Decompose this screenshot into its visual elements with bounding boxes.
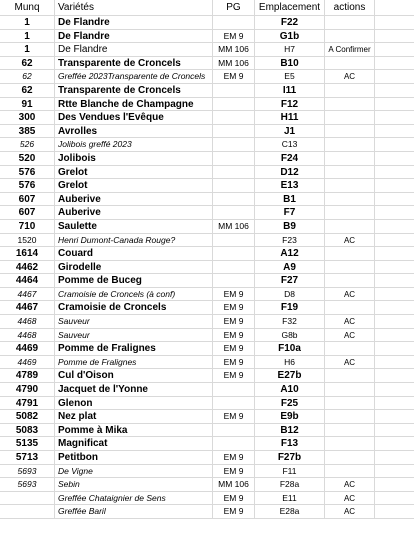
action-cell[interactable]	[325, 301, 375, 314]
pg-cell[interactable]	[213, 274, 255, 287]
location-cell[interactable]: F28a	[255, 478, 325, 491]
table-row	[0, 424, 414, 438]
table-row	[0, 43, 414, 57]
variety-cell[interactable]: Transparente de Croncels	[55, 57, 213, 70]
munq-cell[interactable]: 4462	[0, 261, 55, 274]
table-row	[0, 166, 414, 180]
pg-cell[interactable]	[213, 193, 255, 206]
table-row	[0, 465, 414, 479]
variety-cell[interactable]: Girodelle	[55, 261, 213, 274]
variety-cell[interactable]: Auberive	[55, 193, 213, 206]
empty-cell[interactable]	[375, 166, 414, 179]
empty-cell[interactable]	[375, 505, 414, 518]
table-row	[0, 383, 414, 397]
header-variety[interactable]: Variétés	[55, 0, 213, 15]
munq-cell[interactable]: 385	[0, 125, 55, 138]
munq-cell[interactable]: 91	[0, 98, 55, 111]
location-cell[interactable]: A9	[255, 261, 325, 274]
action-cell[interactable]: AC	[325, 492, 375, 505]
table-row	[0, 369, 414, 383]
munq-cell[interactable]: 4467	[0, 301, 55, 314]
variety-cell[interactable]: Sebin	[55, 478, 213, 491]
munq-cell[interactable]: 5082	[0, 410, 55, 423]
empty-cell[interactable]	[375, 152, 414, 165]
variety-cell[interactable]: Auberive	[55, 206, 213, 219]
pg-cell[interactable]	[213, 261, 255, 274]
empty-cell[interactable]	[375, 329, 414, 342]
empty-cell[interactable]	[375, 369, 414, 382]
table-body	[0, 16, 414, 519]
variety-cell[interactable]: Grelot	[55, 179, 213, 192]
variety-cell[interactable]: Transparente de Croncels	[55, 84, 213, 97]
pg-cell[interactable]: MM 106	[213, 57, 255, 70]
table-row	[0, 138, 414, 152]
action-cell[interactable]	[325, 16, 375, 29]
munq-cell[interactable]	[0, 492, 55, 505]
pg-cell[interactable]: EM 9	[213, 342, 255, 355]
location-cell[interactable]: G8b	[255, 329, 325, 342]
variety-cell[interactable]: Cramoisie de Croncels (à conf)	[55, 288, 213, 301]
pg-cell[interactable]: EM 9	[213, 288, 255, 301]
location-cell[interactable]: D8	[255, 288, 325, 301]
empty-cell[interactable]	[375, 492, 414, 505]
location-cell[interactable]: F25	[255, 397, 325, 410]
munq-cell[interactable]: 1	[0, 43, 55, 56]
empty-cell[interactable]	[375, 234, 414, 247]
pg-cell[interactable]	[213, 247, 255, 260]
action-cell[interactable]: AC	[325, 234, 375, 247]
location-cell[interactable]: E13	[255, 179, 325, 192]
location-cell[interactable]: F22	[255, 16, 325, 29]
header-pg[interactable]: PG	[213, 0, 255, 15]
empty-cell[interactable]	[375, 43, 414, 56]
action-cell[interactable]: AC	[325, 315, 375, 328]
variety-cell[interactable]: Couard	[55, 247, 213, 260]
munq-cell[interactable]: 4469	[0, 356, 55, 369]
variety-cell[interactable]: Pomme de Fralignes	[55, 342, 213, 355]
pg-cell[interactable]	[213, 206, 255, 219]
table-row	[0, 301, 414, 315]
pg-cell[interactable]	[213, 16, 255, 29]
table-row	[0, 16, 414, 30]
pg-cell[interactable]: EM 9	[213, 369, 255, 382]
munq-cell[interactable]: 607	[0, 206, 55, 219]
table-row	[0, 410, 414, 424]
header-location[interactable]: Emplacement	[255, 0, 325, 15]
munq-cell[interactable]: 62	[0, 70, 55, 83]
munq-cell[interactable]: 5693	[0, 465, 55, 478]
empty-cell[interactable]	[375, 206, 414, 219]
munq-cell[interactable]: 1614	[0, 247, 55, 260]
table-row	[0, 356, 414, 370]
table-row	[0, 70, 414, 84]
location-cell[interactable]: F32	[255, 315, 325, 328]
action-cell[interactable]	[325, 247, 375, 260]
table-row	[0, 220, 414, 234]
pg-cell[interactable]: MM 106	[213, 43, 255, 56]
variety-cell[interactable]: Des Vendues l'Evêque	[55, 111, 213, 124]
variety-cell[interactable]: Nez plat	[55, 410, 213, 423]
munq-cell[interactable]: 5083	[0, 424, 55, 437]
pg-cell[interactable]: EM 9	[213, 315, 255, 328]
action-cell[interactable]	[325, 465, 375, 478]
table-row	[0, 193, 414, 207]
table-row	[0, 397, 414, 411]
action-cell[interactable]	[325, 125, 375, 138]
pg-cell[interactable]: EM 9	[213, 30, 255, 43]
location-cell[interactable]: E27b	[255, 369, 325, 382]
action-cell[interactable]: AC	[325, 329, 375, 342]
table-row	[0, 342, 414, 356]
variety-cell[interactable]: Pomme à Mika	[55, 424, 213, 437]
pg-cell[interactable]: EM 9	[213, 356, 255, 369]
empty-cell[interactable]	[375, 315, 414, 328]
pg-cell[interactable]: EM 9	[213, 465, 255, 478]
action-cell[interactable]	[325, 206, 375, 219]
location-cell[interactable]: B1	[255, 193, 325, 206]
action-cell[interactable]: AC	[325, 288, 375, 301]
location-cell[interactable]: F23	[255, 234, 325, 247]
pg-cell[interactable]	[213, 138, 255, 151]
empty-cell[interactable]	[375, 301, 414, 314]
variety-cell[interactable]: Pomme de Fralignes	[55, 356, 213, 369]
munq-cell[interactable]: 1	[0, 30, 55, 43]
action-cell[interactable]	[325, 342, 375, 355]
variety-cell[interactable]: Jolibois greffé 2023	[55, 138, 213, 151]
table-row	[0, 288, 414, 302]
empty-cell[interactable]	[375, 30, 414, 43]
munq-cell[interactable]: 4791	[0, 397, 55, 410]
pg-cell[interactable]: EM 9	[213, 70, 255, 83]
empty-cell[interactable]	[375, 16, 414, 29]
pg-cell[interactable]	[213, 111, 255, 124]
location-cell[interactable]: H6	[255, 356, 325, 369]
variety-cell[interactable]: Avrolles	[55, 125, 213, 138]
table-row	[0, 84, 414, 98]
empty-cell[interactable]	[375, 274, 414, 287]
action-cell[interactable]	[325, 30, 375, 43]
pg-cell[interactable]	[213, 234, 255, 247]
empty-cell[interactable]	[375, 84, 414, 97]
variety-cell[interactable]: Pomme de Buceg	[55, 274, 213, 287]
table-row	[0, 261, 414, 275]
action-cell[interactable]	[325, 261, 375, 274]
empty-cell[interactable]	[375, 478, 414, 491]
empty-cell[interactable]	[375, 261, 414, 274]
action-cell[interactable]	[325, 138, 375, 151]
action-cell[interactable]	[325, 111, 375, 124]
location-cell[interactable]: I11	[255, 84, 325, 97]
pg-cell[interactable]	[213, 152, 255, 165]
location-cell[interactable]: G1b	[255, 30, 325, 43]
pg-cell[interactable]	[213, 383, 255, 396]
munq-cell[interactable]: 1	[0, 16, 55, 29]
variety-cell[interactable]: Greffée Chataignier de Sens	[55, 492, 213, 505]
action-cell[interactable]	[325, 451, 375, 464]
pg-cell[interactable]: MM 106	[213, 478, 255, 491]
table-row	[0, 125, 414, 139]
action-cell[interactable]	[325, 57, 375, 70]
action-cell[interactable]	[325, 152, 375, 165]
empty-cell[interactable]	[375, 342, 414, 355]
munq-cell[interactable]: 5713	[0, 451, 55, 464]
empty-cell[interactable]	[375, 125, 414, 138]
location-cell[interactable]: J1	[255, 125, 325, 138]
munq-cell[interactable]: 710	[0, 220, 55, 233]
table-row	[0, 315, 414, 329]
munq-cell[interactable]: 4790	[0, 383, 55, 396]
action-cell[interactable]: AC	[325, 505, 375, 518]
munq-cell[interactable]: 526	[0, 138, 55, 151]
location-cell[interactable]: B9	[255, 220, 325, 233]
table-row	[0, 30, 414, 44]
empty-cell[interactable]	[375, 57, 414, 70]
pg-cell[interactable]	[213, 397, 255, 410]
location-cell[interactable]: F27	[255, 274, 325, 287]
variety-cell[interactable]: Saulette	[55, 220, 213, 233]
munq-cell[interactable]: 62	[0, 57, 55, 70]
empty-cell[interactable]	[375, 410, 414, 423]
action-cell[interactable]	[325, 220, 375, 233]
pg-cell[interactable]: EM 9	[213, 301, 255, 314]
pg-cell[interactable]: EM 9	[213, 329, 255, 342]
pg-cell[interactable]: EM 9	[213, 492, 255, 505]
variety-cell[interactable]: Rtte Blanche de Champagne	[55, 98, 213, 111]
table-row	[0, 274, 414, 288]
munq-cell[interactable]: 62	[0, 84, 55, 97]
variety-cell[interactable]: De Flandre	[55, 43, 213, 56]
empty-cell[interactable]	[375, 356, 414, 369]
munq-cell[interactable]: 607	[0, 193, 55, 206]
action-cell[interactable]: AC	[325, 478, 375, 491]
empty-cell[interactable]	[375, 220, 414, 233]
action-cell[interactable]	[325, 84, 375, 97]
location-cell[interactable]: E5	[255, 70, 325, 83]
location-cell[interactable]: D12	[255, 166, 325, 179]
action-cell[interactable]	[325, 383, 375, 396]
variety-cell[interactable]: Cul d'Oison	[55, 369, 213, 382]
variety-cell[interactable]: De Vigne	[55, 465, 213, 478]
location-cell[interactable]: F10a	[255, 342, 325, 355]
table-row	[0, 111, 414, 125]
pg-cell[interactable]: MM 106	[213, 220, 255, 233]
table-row	[0, 478, 414, 492]
munq-cell[interactable]: 576	[0, 179, 55, 192]
location-cell[interactable]: F7	[255, 206, 325, 219]
action-cell[interactable]	[325, 179, 375, 192]
action-cell[interactable]: A Confirmer	[325, 43, 375, 56]
empty-cell[interactable]	[375, 193, 414, 206]
action-cell[interactable]	[325, 166, 375, 179]
table-row	[0, 57, 414, 71]
empty-cell[interactable]	[375, 288, 414, 301]
pg-cell[interactable]	[213, 424, 255, 437]
pg-cell[interactable]	[213, 98, 255, 111]
empty-cell[interactable]	[375, 138, 414, 151]
variety-cell[interactable]: Jolibois	[55, 152, 213, 165]
table-row	[0, 179, 414, 193]
empty-cell[interactable]	[375, 247, 414, 260]
location-cell[interactable]: F19	[255, 301, 325, 314]
variety-cell[interactable]: De Flandre	[55, 30, 213, 43]
empty-cell[interactable]	[375, 179, 414, 192]
empty-cell[interactable]	[375, 98, 414, 111]
location-cell[interactable]: E9b	[255, 410, 325, 423]
table-row	[0, 451, 414, 465]
table-row	[0, 329, 414, 343]
table-row	[0, 98, 414, 112]
table-row	[0, 505, 414, 519]
location-cell[interactable]: H7	[255, 43, 325, 56]
empty-cell[interactable]	[375, 70, 414, 83]
munq-cell[interactable]: 4464	[0, 274, 55, 287]
action-cell[interactable]	[325, 397, 375, 410]
action-cell[interactable]	[325, 274, 375, 287]
variety-cell[interactable]: Greffée Baril	[55, 505, 213, 518]
variety-cell[interactable]: Magnificat	[55, 437, 213, 450]
location-cell[interactable]: C13	[255, 138, 325, 151]
munq-cell[interactable]: 1520	[0, 234, 55, 247]
table-row	[0, 152, 414, 166]
location-cell[interactable]: F12	[255, 98, 325, 111]
pg-cell[interactable]: EM 9	[213, 505, 255, 518]
munq-cell[interactable]: 4468	[0, 315, 55, 328]
munq-cell[interactable]: 576	[0, 166, 55, 179]
munq-cell[interactable]: 4789	[0, 369, 55, 382]
munq-cell[interactable]: 4467	[0, 288, 55, 301]
action-cell[interactable]	[325, 193, 375, 206]
location-cell[interactable]: F13	[255, 437, 325, 450]
location-cell[interactable]: F27b	[255, 451, 325, 464]
location-cell[interactable]: E11	[255, 492, 325, 505]
header-row	[0, 0, 414, 16]
munq-cell[interactable]: 300	[0, 111, 55, 124]
empty-cell[interactable]	[375, 451, 414, 464]
header-empty[interactable]	[375, 0, 414, 15]
action-cell[interactable]	[325, 424, 375, 437]
table-row	[0, 234, 414, 248]
munq-cell[interactable]: 5135	[0, 437, 55, 450]
empty-cell[interactable]	[375, 383, 414, 396]
variety-cell[interactable]: Sauveur	[55, 315, 213, 328]
munq-cell[interactable]: 4469	[0, 342, 55, 355]
pg-cell[interactable]	[213, 179, 255, 192]
empty-cell[interactable]	[375, 111, 414, 124]
munq-cell[interactable]: 4468	[0, 329, 55, 342]
table-row	[0, 247, 414, 261]
variety-cell[interactable]: Jacquet de l'Yonne	[55, 383, 213, 396]
location-cell[interactable]: B10	[255, 57, 325, 70]
pg-cell[interactable]	[213, 84, 255, 97]
empty-cell[interactable]	[375, 424, 414, 437]
location-cell[interactable]: E28a	[255, 505, 325, 518]
empty-cell[interactable]	[375, 465, 414, 478]
table-row	[0, 437, 414, 451]
munq-cell[interactable]: 520	[0, 152, 55, 165]
variety-cell[interactable]: De Flandre	[55, 16, 213, 29]
empty-cell[interactable]	[375, 397, 414, 410]
variety-cell[interactable]: Grelot	[55, 166, 213, 179]
empty-cell[interactable]	[375, 437, 414, 450]
location-cell[interactable]: A10	[255, 383, 325, 396]
action-cell[interactable]	[325, 410, 375, 423]
variety-cell[interactable]: Cramoisie de Croncels	[55, 301, 213, 314]
location-cell[interactable]: F11	[255, 465, 325, 478]
pg-cell[interactable]	[213, 166, 255, 179]
action-cell[interactable]	[325, 98, 375, 111]
action-cell[interactable]: AC	[325, 356, 375, 369]
table-row	[0, 206, 414, 220]
variety-cell[interactable]: Glenon	[55, 397, 213, 410]
pg-cell[interactable]: EM 9	[213, 451, 255, 464]
pg-cell[interactable]	[213, 437, 255, 450]
action-cell[interactable]	[325, 369, 375, 382]
header-actions[interactable]: actions	[325, 0, 375, 15]
location-cell[interactable]: A12	[255, 247, 325, 260]
header-munq[interactable]: Munq	[0, 0, 55, 15]
variety-cell[interactable]: Henri Dumont-Canada Rouge?	[55, 234, 213, 247]
table-row	[0, 492, 414, 506]
location-cell[interactable]: H11	[255, 111, 325, 124]
variety-cell[interactable]: Sauveur	[55, 329, 213, 342]
pg-cell[interactable]: EM 9	[213, 410, 255, 423]
munq-cell[interactable]	[0, 505, 55, 518]
action-cell[interactable]	[325, 437, 375, 450]
variety-cell[interactable]: Greffée 2023Transparente de Croncels	[55, 70, 213, 83]
location-cell[interactable]: B12	[255, 424, 325, 437]
munq-cell[interactable]: 5693	[0, 478, 55, 491]
variety-cell[interactable]: Petitbon	[55, 451, 213, 464]
location-cell[interactable]: F24	[255, 152, 325, 165]
action-cell[interactable]: AC	[325, 70, 375, 83]
pg-cell[interactable]	[213, 125, 255, 138]
